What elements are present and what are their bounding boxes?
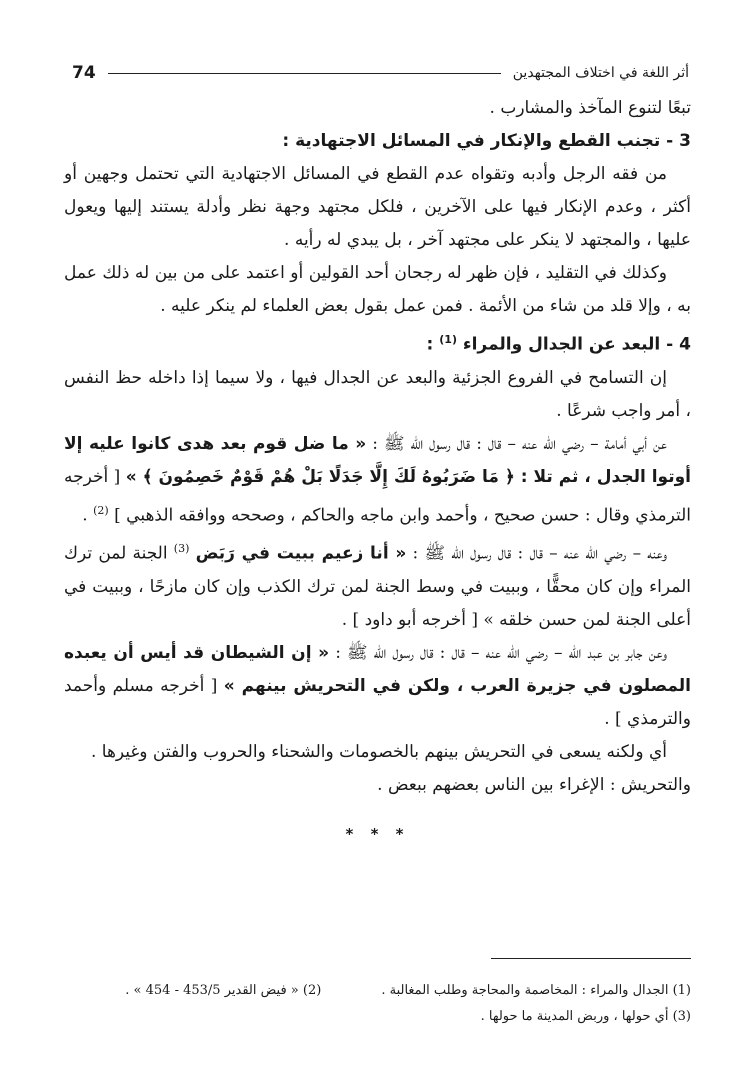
- footnotes: [64, 978, 691, 1030]
- heading-colon: :: [426, 334, 434, 355]
- hadith-paragraph: [64, 637, 691, 736]
- hadith-source: [ أخرجه الترمذي وقال : حسن صحيح ، وأحمد وابن ماجه والحاكم ، وصححه ووافقه الذهبي ]: [64, 466, 691, 526]
- page-number: 74: [72, 63, 96, 83]
- narration-intro: عن أبي أمامة – رضي الله عنه – قال : قال رسول الله ﷺ :: [372, 433, 668, 454]
- hadith-source: [ أخرجه مسلم وأحمد والترمذي ] .: [64, 675, 691, 729]
- section-heading-4: [64, 323, 691, 362]
- heading-colon: :: [282, 131, 290, 151]
- narration-intro: وعن جابر بن عبد الله – رضي الله عنه – قال : قال رسول الله ﷺ :: [335, 642, 668, 663]
- hadith-paragraph: [64, 532, 691, 637]
- paragraph: إن التسامح في الفروع الجزئية والبعد عن الجدال فيها ، ولا سيما إذا داخله حظ النفس ، أمر واجب شرعًا .: [64, 367, 691, 421]
- footnote-ref: (2): [93, 503, 109, 517]
- hadith-paragraph: [64, 428, 691, 533]
- paragraph: من فقه الرجل وأدبه وتقواه عدم القطع في المسائل الاجتهادية التي تحتمل وجهين أو أكثر ، وعدم الإنكار فيها على الآخرين ، فلكل مجتهد وجهة نظر وأدلة يستند إليها ويعول عليها ، والمجتهد لا ينكر على مجتهد آخر ، بل يبدي له رأيه .: [64, 164, 691, 250]
- paragraph-continuation: تبعًا لتنوع المآخذ والمشارب .: [489, 98, 691, 118]
- hadith-continuation: الجنة لمن ترك المراء وإن كان محقًّا ، وببيت في وسط الجنة لمن ترك الكذب وإن كان مازحًا ، وببيت في أعلى الجنة لمن حسن خلقه » [ أخرجه أبو داود ] .: [64, 543, 691, 630]
- period: .: [82, 505, 88, 526]
- paragraph: أي ولكنه يسعى في التحريش بينهم بالخصومات والشحناء والحروب والفتن وغيرها .: [90, 741, 667, 762]
- hadith-quote: « إن الشيطان قد أيس أن يعبده المصلون في جزيرة العرب ، ولكن في التحريش بينهم »: [64, 642, 691, 696]
- paragraph: والتحريش : الإغراء بين الناس بعضهم ببعض .: [377, 774, 691, 795]
- running-title: أثر اللغة في اختلاف المجتهدين: [512, 65, 689, 81]
- header-rule: [108, 73, 501, 74]
- hadith-quote: « أنا زعيم ببيت في رَبَض: [195, 543, 407, 564]
- footnote-ref: (1): [439, 333, 457, 346]
- footnote-2: (2) « فيض القدير 453/5 - 454 » .: [125, 983, 322, 998]
- footnote-1: (1) الجدال والمراء : المخاصمة والمحاجة وطلب المغالبة .: [381, 983, 691, 998]
- footnote-ref: (3): [173, 542, 190, 556]
- paragraph: وكذلك في التقليد ، فإن ظهر له رجحان أحد القولين أو اعتمد على من بين له ذلك عمل به ، وإلا قلد من شاء من الأئمة . فمن عمل بقول بعض العلماء لم ينكر عليه .: [64, 263, 691, 316]
- footnote-rule: [491, 958, 691, 959]
- section-separator-stars: * * *: [345, 824, 410, 843]
- narration-intro: وعنه – رضي الله عنه – قال : قال رسول الله ﷺ :: [412, 543, 668, 564]
- heading-title: تجنب القطع والإنكار في المسائل الاجتهادية: [295, 131, 661, 151]
- section-heading-3: [64, 125, 691, 158]
- page-header: [72, 58, 689, 88]
- page-body: [64, 92, 691, 851]
- footnote-3: (3) أي حولها ، وربض المدينة ما حولها .: [480, 1009, 691, 1024]
- heading-number: 4 -: [666, 334, 691, 355]
- footnote-row: [64, 978, 691, 1004]
- hadith-quote: « ما ضل قوم بعد هدى كانوا عليه إلا أوتوا الجدل ، ثم تلا : ﴿ مَا ضَرَبُوهُ لَكَ إِلَّا جَدَلًا بَلْ هُمْ قَوْمٌ خَصِمُونَ ﴾ »: [64, 433, 691, 487]
- heading-number: 3 -: [666, 131, 691, 151]
- heading-title: البعد عن الجدال والمراء: [462, 334, 661, 355]
